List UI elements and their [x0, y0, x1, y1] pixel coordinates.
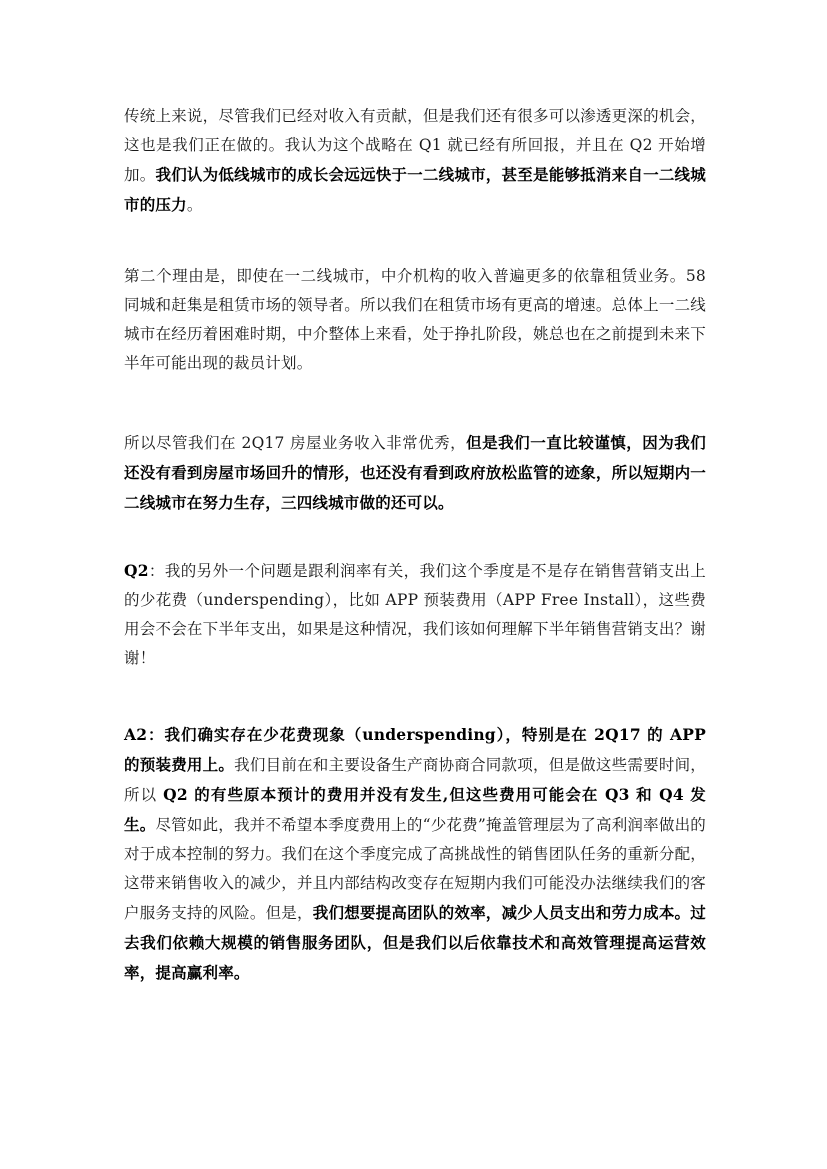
a2-text-1: 我们目前在和主要设备生产商协商合同款项，但是做这些需要时间，所以: [124, 756, 706, 804]
p3-bold-1: 但是我们一直比较谨慎，因为我们还没有看到房屋市场回升的情形，也还没有看到政府放松监管的迹象，所以短期内一二线城市在努力生存，三四线城市做的还可以。: [124, 433, 706, 512]
p2-text-1: 第二个理由是，即使在一二线城市，中介机构的收入普遍更多的依靠租赁业务。58 同城和赶集是租赁市场的领导者。所以我们在租赁市场有更高的增速。总体上一二线城市在经历着困难时期，中介整体上来看，处于挣扎阶段，姚总也在之前提到未来下半年可能出现的裁员计划。: [124, 267, 706, 372]
paragraph-3: [124, 428, 706, 518]
paragraph-1: [124, 102, 706, 220]
p1-bold-1: 我们认为低线城市的成长会远远快于一二线城市，甚至是能够抵消来自一二线城市的压力: [124, 165, 706, 214]
p3-text-1: 所以尽管我们在 2Q17 房屋业务收入非常优秀，: [124, 434, 467, 452]
a2-text-2: 尽管如此，我并不希望本季度费用上的“少花费”掩盖管理层为了高利润率做出的对于成本控制的努力。我们在这个季度完成了高挑战性的销售团队任务的重新分配，这带来销售收入的减少，并且内部结构改变存在短期内我们可能没办法继续我们的客户服务支持的风险。但是，: [124, 816, 706, 922]
paragraph-answer-a2: [124, 720, 706, 988]
p1-text-2: 。: [186, 196, 203, 214]
paragraph-2: [124, 262, 706, 378]
p1-text-1: 传统上来说，尽管我们已经对收入有贡献，但是我们还有很多可以渗透更深的机会，这也是我们正在做的。我认为这个战略在 Q1 就已经有所回报，并且在 Q2 开始增加。: [124, 107, 706, 184]
a2-bold-2: Q2 的有些原本预计的费用并没有发生,但这些费用可能会在 Q3 和 Q4 发生。: [124, 785, 707, 834]
q2-label: Q2: [124, 561, 149, 580]
paragraph-question-q2: [124, 556, 706, 673]
a2-bold-1: A2：我们确实存在少花费现象（underspending），特别是在 2Q17 的 APP 的预装费用上。: [124, 725, 706, 774]
a2-bold-3: 我们想要提高团队的效率，减少人员支出和劳力成本。过去我们依赖大规模的销售服务团队，但是我们以后依靠技术和高效管理提高运营效率，提高赢利率。: [124, 903, 706, 982]
q2-text: ：我的另外一个问题是跟利润率有关，我们这个季度是不是存在销售营销支出上的少花费（underspending），比如 APP 预装费用（APP Free Install），这些费用会不会在下半年支出，如果是这种情况，我们该如何理解下半年销售营销支出？谢谢！: [124, 562, 706, 667]
